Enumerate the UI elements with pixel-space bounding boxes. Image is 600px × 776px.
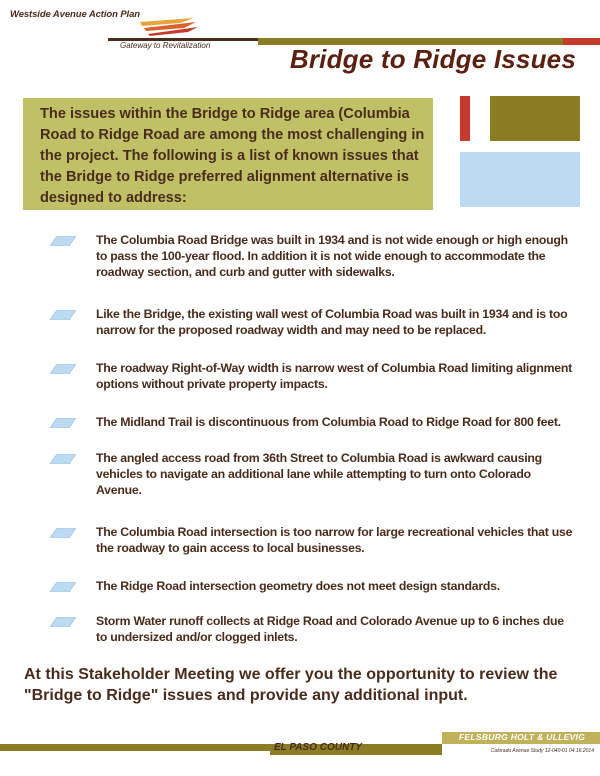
logo-title: Westside Avenue Action Plan <box>10 9 140 20</box>
bullet-icon <box>50 236 76 246</box>
bullet-icon <box>50 364 76 374</box>
bullet-icon <box>50 418 76 428</box>
footer-rule-left <box>0 744 270 751</box>
bullet-icon <box>50 582 76 592</box>
page-title: Bridge to Ridge Issues <box>289 44 576 74</box>
intro-paragraph: The issues within the Bridge to Ridge area (Columbia Road to Ridge Road are among the most challenging in the project. The following is a list of known issues that the Bridge to Ridge preferred alignment alternative is designed to address: <box>40 106 425 206</box>
footer-study-reference: Colorado Avenue Study 12-040-01 04.16.2014 <box>490 748 594 754</box>
bullet-icon <box>50 528 76 538</box>
swoosh-logo-icon <box>140 14 198 38</box>
issue-text: The Columbia Road Bridge was built in 1934 and is not wide enough or high enough to pass the 100-year flood. In addition it is not wide enough to accommodate the roadway section, and curb and gutter with sidewalks. <box>96 233 568 279</box>
issue-text: Like the Bridge, the existing wall west of Columbia Road was built in 1934 and is too narrow for the proposed roadway width and may need to be replaced. <box>96 307 568 337</box>
issue-text: The roadway Right-of-Way width is narrow west of Columbia Road limiting alignment options without private property impacts. <box>96 361 572 391</box>
issue-text: The Ridge Road intersection geometry does not meet design standards. <box>96 579 500 593</box>
logo-subtitle: Gateway to Revitalization <box>120 41 211 50</box>
closing-statement: At this Stakeholder Meeting we offer you the opportunity to review the "Bridge to Ridge" issues and provide any additional input. <box>24 666 558 704</box>
decor-blue-block <box>460 152 580 207</box>
decor-red-block <box>460 96 470 141</box>
bullet-icon <box>50 310 76 320</box>
issue-text: The Columbia Road intersection is too narrow for large recreational vehicles that use the roadway to gain access to local businesses. <box>96 525 573 555</box>
bullet-icon <box>50 617 76 627</box>
issue-text: The Midland Trail is discontinuous from Columbia Road to Ridge Road for 800 feet. <box>96 415 561 429</box>
bullet-icon <box>50 454 76 464</box>
issue-text: Storm Water runoff collects at Ridge Road and Colorado Avenue up to 6 inches due to undersized and/or clogged inlets. <box>96 614 564 644</box>
footer-firm: FELSBURG HOLT & ULLEVIG <box>458 732 586 742</box>
decor-olive-block <box>490 96 580 141</box>
footer-county: EL PASO COUNTY <box>274 742 362 753</box>
issue-text: The angled access road from 36th Street to Columbia Road is awkward causing vehicles to navigate an additional lane while attempting to turn onto Colorado Avenue. <box>96 451 542 497</box>
